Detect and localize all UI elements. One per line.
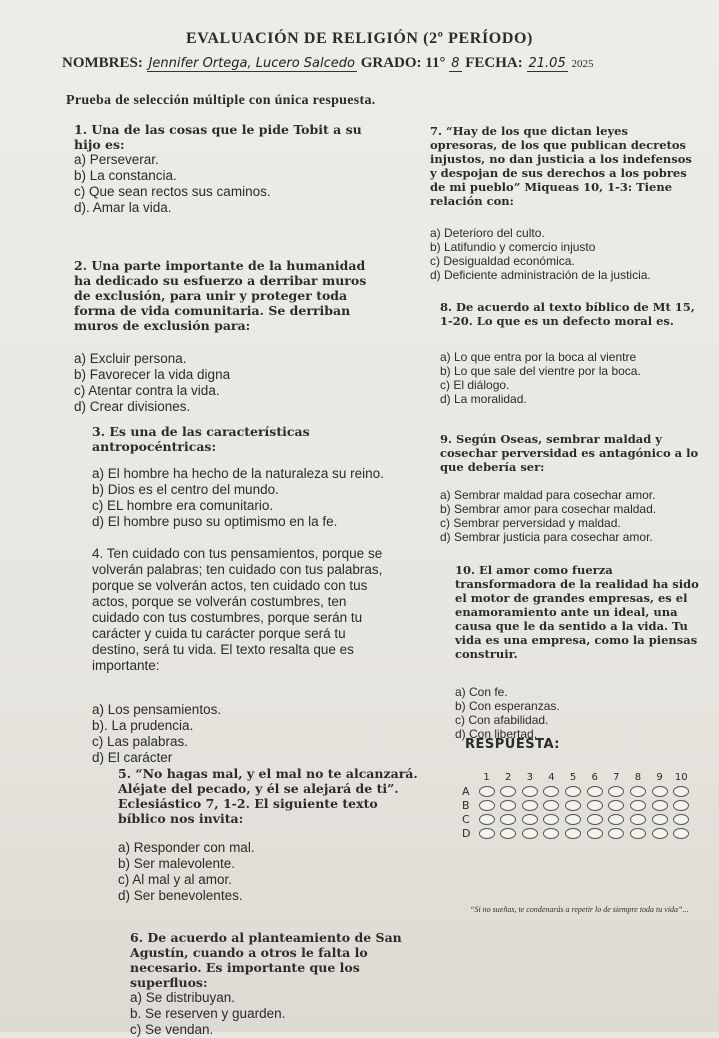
answer-bubble[interactable]: [543, 800, 559, 811]
question-1: [74, 122, 384, 216]
answer-row-c: [462, 812, 692, 826]
column-number: 5: [569, 771, 577, 783]
answer-bubble[interactable]: [522, 800, 538, 811]
option-c[interactable]: c) Desigualdad económica.: [430, 254, 575, 268]
option-a[interactable]: a) Excluir persona.: [74, 351, 187, 366]
question-stem: 10. El amor como fuerza transformadora de la realidad ha sido el motor de grandes empresas, es el enamoramiento ante un ideal, una causa que le da sentido a la vida. Tu vida es una empresa, como la piensas construir.: [455, 563, 699, 661]
answer-bubble[interactable]: [673, 814, 689, 825]
column-number: 6: [591, 771, 598, 783]
answer-grid-header: [462, 770, 692, 784]
column-number: 3: [526, 771, 534, 783]
option-c[interactable]: c) EL hombre era comunitario.: [92, 498, 274, 513]
answer-bubble[interactable]: [630, 828, 646, 839]
option-b[interactable]: b) Latifundio y comercio injusto: [430, 240, 596, 254]
answer-bubble[interactable]: [652, 828, 668, 839]
option-a[interactable]: a) Con fe.: [455, 685, 508, 699]
answer-row-a: [462, 784, 692, 798]
option-d[interactable]: d) El carácter: [92, 750, 173, 765]
row-letter: D: [462, 826, 471, 840]
answer-row-b: [462, 798, 692, 812]
answer-bubble[interactable]: [479, 786, 495, 797]
instructions: Prueba de selección múltiple con única respuesta.: [66, 93, 376, 108]
answer-bubble[interactable]: [543, 814, 559, 825]
option-d[interactable]: d) Deficiente administración de la justicia.: [430, 268, 651, 282]
column-number: 9: [656, 771, 663, 783]
column-number: 1: [483, 771, 490, 783]
answer-bubble[interactable]: [500, 786, 516, 797]
answer-bubble[interactable]: [479, 800, 495, 811]
grade-value: 11°: [425, 55, 446, 71]
question-stem: 1. Una de las cosas que le pide Tobit a su hijo es:: [74, 122, 362, 152]
option-b[interactable]: b) Lo que sale del vientre por la boca.: [440, 364, 641, 378]
answer-bubble[interactable]: [608, 814, 624, 825]
question-10: [455, 563, 710, 741]
option-a[interactable]: a) Responder con mal.: [118, 840, 255, 855]
option-c[interactable]: c) Atentar contra la vida.: [74, 383, 220, 398]
column-number: 7: [613, 771, 620, 783]
answer-bubble[interactable]: [565, 828, 581, 839]
column-number: 2: [505, 771, 512, 783]
answer-bubble[interactable]: [630, 800, 646, 811]
answer-sheet-title: RESPUESTA:: [465, 737, 560, 752]
option-c[interactable]: c) El diálogo.: [440, 378, 510, 392]
answer-row-d: [462, 826, 692, 840]
question-stem: 5. “No hagas mal, y el mal no te alcanzará. Aléjate del pecado, y él se alejará de ti”. Eclesiástico 7, 1-2. El siguiente texto bíblico nos invita:: [118, 766, 418, 826]
option-a[interactable]: a) El hombre ha hecho de la naturaleza su reino.: [92, 466, 384, 481]
question-9: [440, 432, 705, 544]
answer-bubble[interactable]: [522, 786, 538, 797]
footer-quote: “Si no sueñas, te condenarás a repetir lo de siempre toda tu vida”...: [470, 905, 689, 914]
option-d[interactable]: d) Con libertad.: [455, 727, 538, 741]
option-d[interactable]: d) Sembrar justicia para cosechar amor.: [440, 530, 653, 544]
answer-grid: [462, 770, 692, 840]
option-b[interactable]: b) Ser malevolente.: [118, 856, 236, 871]
option-b[interactable]: b) Dios es el centro del mundo.: [92, 482, 279, 497]
answer-bubble[interactable]: [587, 786, 603, 797]
option-b[interactable]: b) Con esperanzas.: [455, 699, 560, 713]
answer-bubble[interactable]: [652, 800, 668, 811]
question-8: [440, 300, 698, 406]
names-field[interactable]: Jennifer Ortega, Lucero Salcedo: [148, 56, 355, 71]
answer-bubble[interactable]: [608, 828, 624, 839]
option-d[interactable]: d) Crear divisiones.: [74, 399, 191, 414]
option-c[interactable]: c) Con afabilidad.: [455, 713, 549, 727]
answer-bubble[interactable]: [500, 800, 516, 811]
student-info-line: [62, 55, 593, 72]
row-letter: A: [462, 784, 470, 798]
answer-bubble[interactable]: [630, 786, 646, 797]
option-a[interactable]: a) Se distribuyan.: [130, 990, 236, 1005]
grade-field[interactable]: 8: [451, 56, 460, 71]
question-2: [74, 258, 384, 415]
option-d[interactable]: d) Ser benevolentes.: [118, 888, 243, 903]
question-stem: 8. De acuerdo al texto bíblico de Mt 15, 1-20. Lo que es un defecto moral es.: [440, 300, 695, 328]
grade-label: GRADO:: [360, 55, 422, 71]
answer-bubble[interactable]: [479, 828, 495, 839]
option-b[interactable]: b) Sembrar amor para cosechar maldad.: [440, 502, 657, 516]
date-field[interactable]: 21.05: [528, 56, 566, 71]
option-d[interactable]: d) La moralidad.: [440, 392, 527, 406]
option-c[interactable]: c) Que sean rectos sus caminos.: [74, 184, 271, 199]
option-b[interactable]: b) La constancia.: [74, 168, 177, 183]
answer-bubble[interactable]: [587, 800, 603, 811]
option-a[interactable]: a) Lo que entra por la boca al vientre: [440, 350, 637, 364]
option-b[interactable]: b). La prudencia.: [92, 718, 194, 733]
option-c[interactable]: c) Al mal y al amor.: [118, 872, 233, 887]
option-c[interactable]: c) Sembrar perversidad y maldad.: [440, 516, 621, 530]
question-5: [118, 766, 418, 904]
answer-bubble[interactable]: [522, 828, 538, 839]
answer-bubble[interactable]: [587, 814, 603, 825]
option-d[interactable]: d) El hombre puso su optimismo en la fe.: [92, 514, 338, 529]
option-c[interactable]: c) Las palabras.: [92, 734, 189, 749]
option-d[interactable]: d). Amar la vida.: [74, 200, 172, 215]
answer-bubble[interactable]: [565, 814, 581, 825]
option-b[interactable]: b. Se reserven y guarden.: [130, 1006, 286, 1021]
question-6: [130, 930, 430, 1038]
answer-bubble[interactable]: [500, 828, 516, 839]
answer-bubble[interactable]: [673, 828, 689, 839]
answer-bubble[interactable]: [673, 786, 689, 797]
exam-title: EVALUACIÓN DE RELIGIÓN (2º PERÍODO): [186, 30, 533, 47]
option-a[interactable]: a) Perseverar.: [74, 152, 159, 167]
option-b[interactable]: b) Favorecer la vida digna: [74, 367, 231, 382]
question-stem: 3. Es una de las características antropocéntricas:: [92, 424, 310, 454]
question-7: [430, 124, 695, 282]
question-stem: 4. Ten cuidado con tus pensamientos, porque se volverán palabras; ten cuidado con tus palabras, porque se volverán actos, ten cuidado con tus actos, porque se volverán costumbres, ten cuidado con tus costumbres, porque serán tu carácter y cuida tu carácter porque será tu destino, será tu vida. El texto resalta que es importante:: [92, 546, 383, 673]
option-c[interactable]: c) Se vendan.: [130, 1022, 214, 1037]
question-3: [92, 424, 384, 530]
option-a[interactable]: a) Los pensamientos.: [92, 702, 222, 717]
date-label: FECHA:: [465, 55, 523, 71]
date-year: 2025: [571, 58, 594, 70]
answer-bubble[interactable]: [500, 814, 516, 825]
option-a[interactable]: a) Deterioro del culto.: [430, 226, 545, 240]
answer-bubble[interactable]: [565, 786, 581, 797]
answer-bubble[interactable]: [565, 800, 581, 811]
answer-bubble[interactable]: [630, 814, 646, 825]
row-letter: B: [462, 798, 470, 812]
answer-bubble[interactable]: [543, 786, 559, 797]
answer-bubble[interactable]: [587, 828, 603, 839]
names-label: NOMBRES:: [62, 55, 143, 71]
question-stem: 2. Una parte importante de la humanidad ha dedicado su esfuerzo a derribar muros de exclusión, para unir y proteger toda forma de vida comunitaria. Se derriban muros de exclusión para:: [74, 258, 367, 333]
option-a[interactable]: a) Sembrar maldad para cosechar amor.: [440, 488, 656, 502]
answer-bubble[interactable]: [543, 828, 559, 839]
question-stem: 7. “Hay de los que dictan leyes opresoras, de los que publican decretos injustos, no dan justicia a los indefensos y despojan de sus derechos a los pobres de mi pueblo” Miqueas 10, 1-3: Tiene relación con:: [430, 124, 692, 208]
column-number: 4: [548, 771, 555, 783]
answer-bubble[interactable]: [608, 786, 624, 797]
answer-bubble[interactable]: [479, 814, 495, 825]
row-letter: C: [462, 812, 470, 826]
question-4: [92, 546, 392, 766]
answer-bubble[interactable]: [522, 814, 538, 825]
column-number: 10: [674, 771, 688, 783]
answer-bubble[interactable]: [652, 786, 668, 797]
answer-bubble[interactable]: [673, 800, 689, 811]
answer-bubble[interactable]: [652, 814, 668, 825]
question-stem: 9. Según Oseas, sembrar maldad y cosechar perversidad es antagónico a lo que debería ser:: [440, 432, 699, 474]
column-number: 8: [634, 771, 642, 783]
answer-bubble[interactable]: [608, 800, 624, 811]
question-stem: 6. De acuerdo al planteamiento de San Agustín, cuando a otros le falta lo necesario. Es importante que los superfluos:: [130, 930, 402, 990]
